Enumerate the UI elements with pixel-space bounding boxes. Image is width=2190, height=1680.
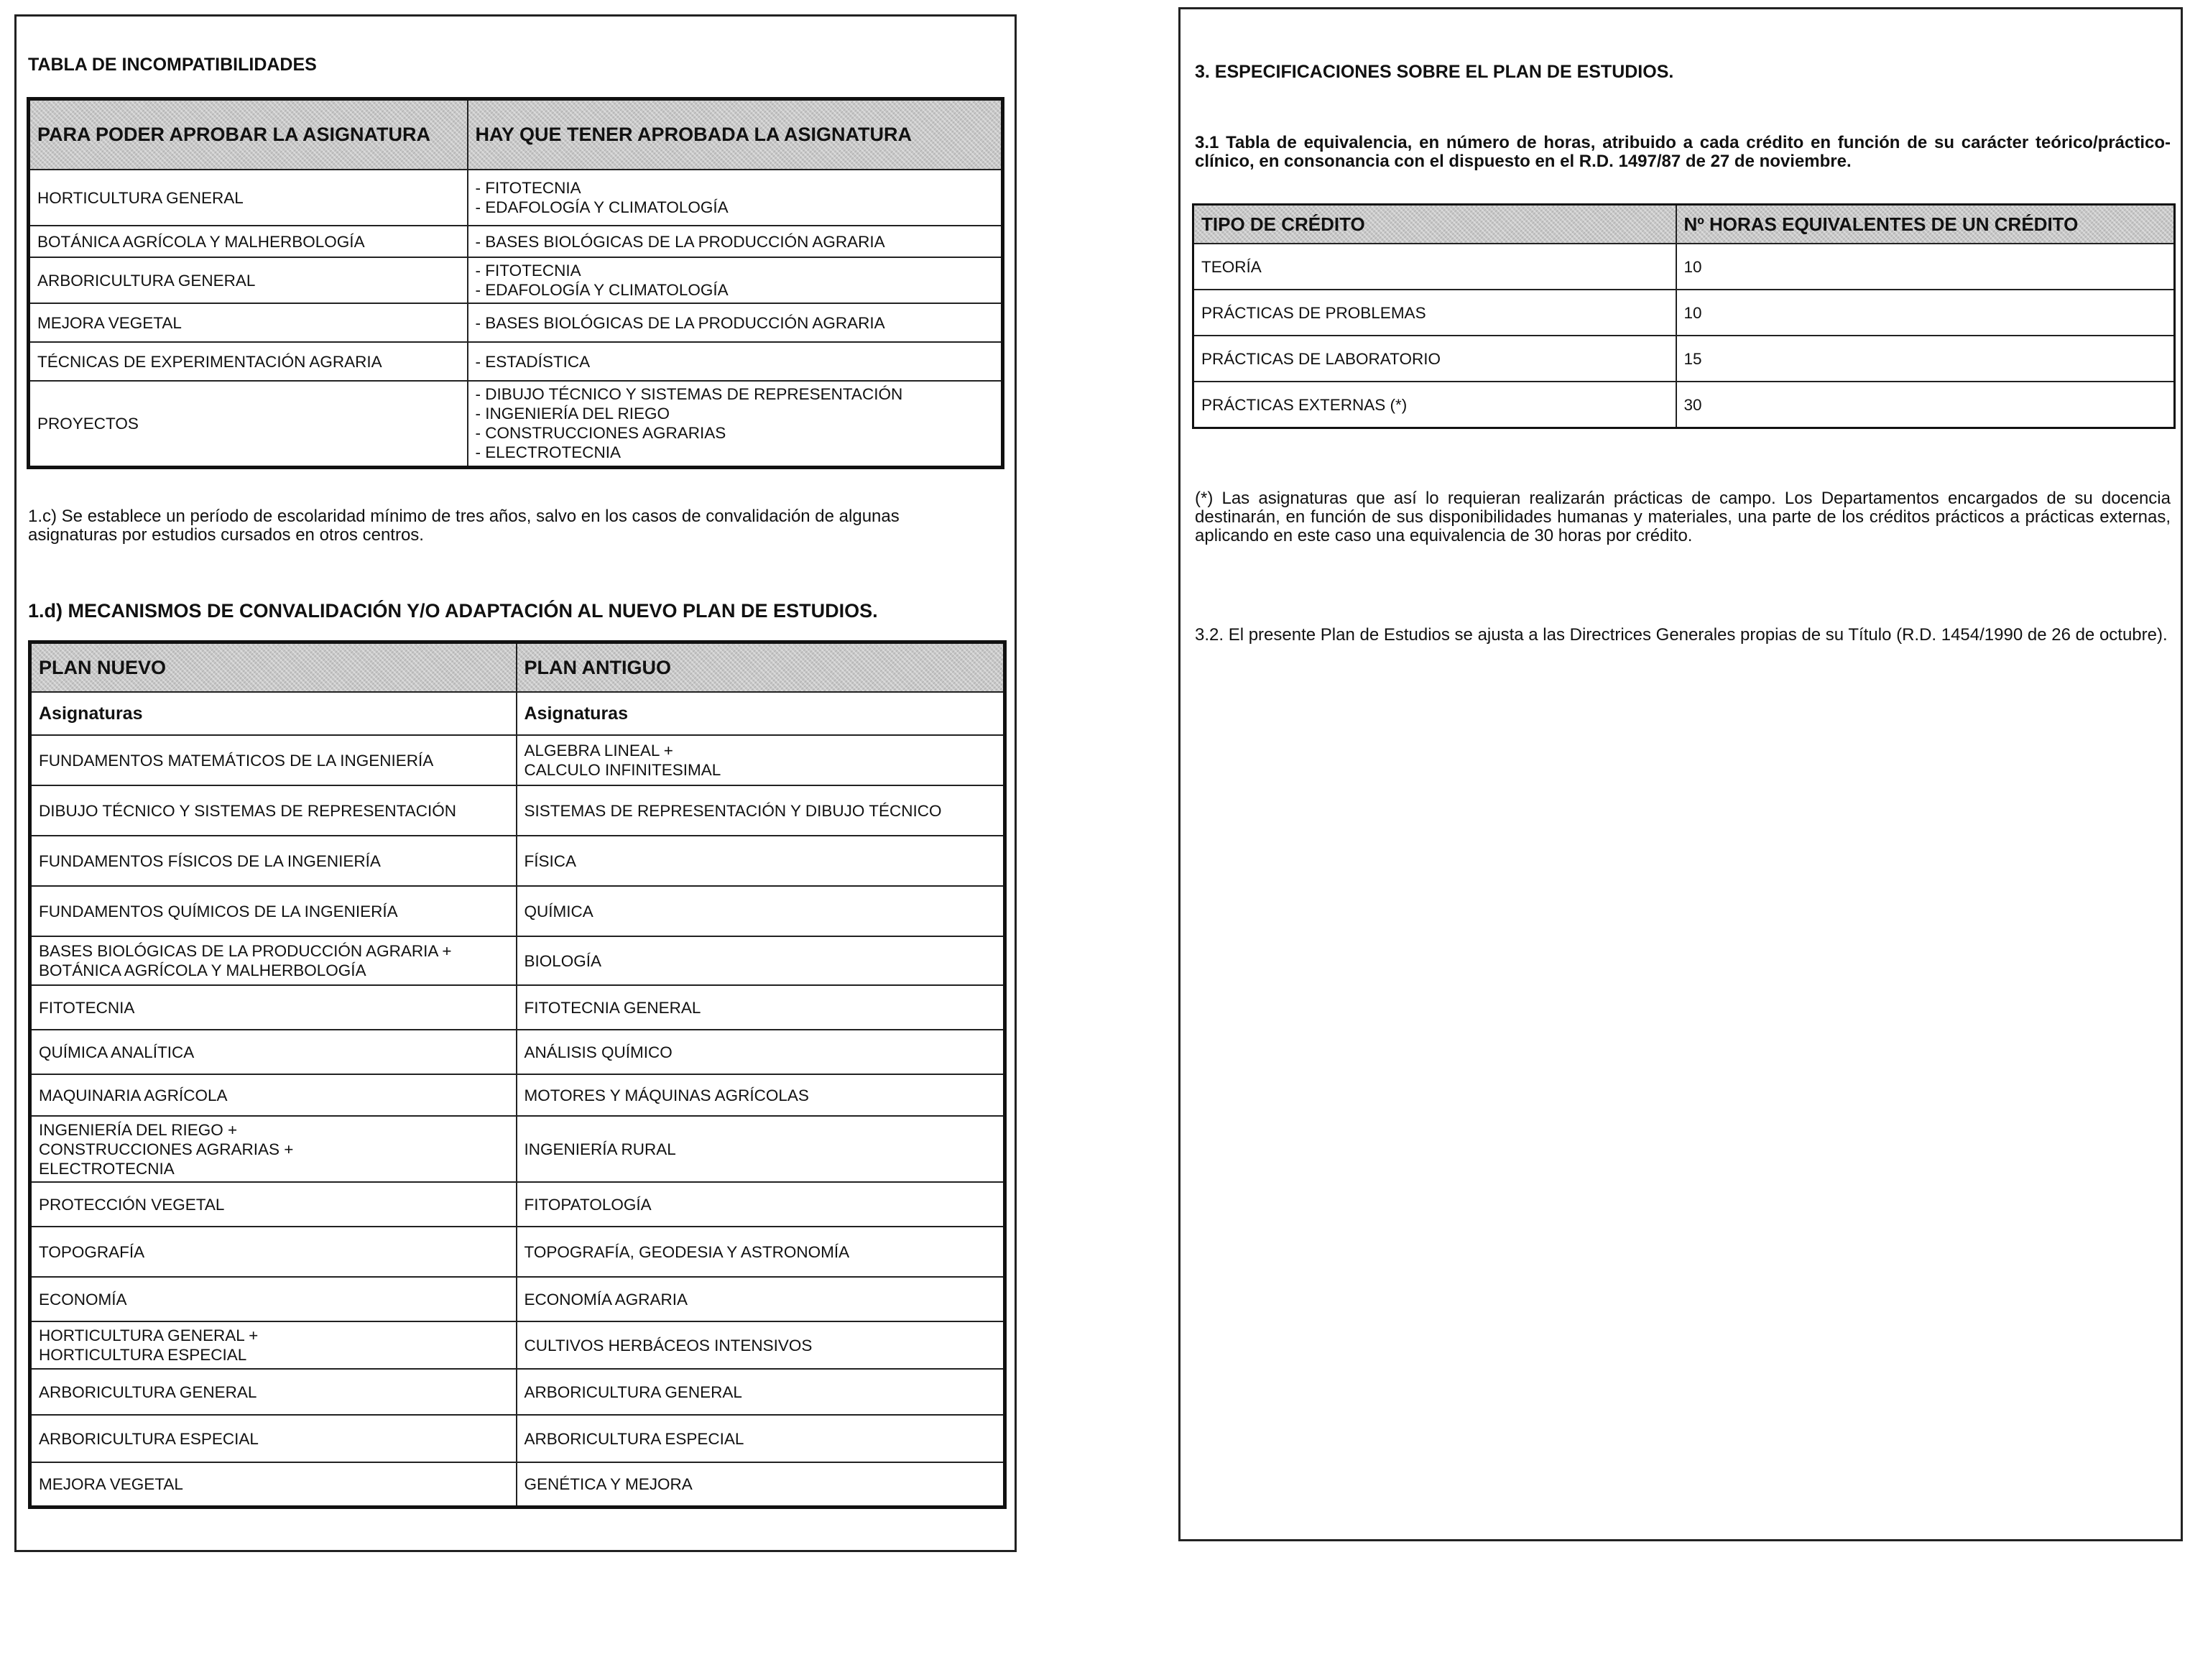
table-row xyxy=(1193,290,2175,336)
column-header: PLAN NUEVO xyxy=(30,642,517,693)
new-plan-cell: FUNDAMENTOS MATEMÁTICOS DE LA INGENIERÍA xyxy=(30,735,517,785)
table-row xyxy=(30,1277,1005,1321)
new-plan-cell: DIBUJO TÉCNICO Y SISTEMAS DE REPRESENTACIÓN xyxy=(30,785,517,836)
new-plan-cell: FUNDAMENTOS FÍSICOS DE LA INGENIERÍA xyxy=(30,836,517,886)
table-row xyxy=(30,1074,1005,1116)
old-plan-cell: TOPOGRAFÍA, GEODESIA Y ASTRONOMÍA xyxy=(517,1227,1005,1277)
requirement-cell: - BASES BIOLÓGICAS DE LA PRODUCCIÓN AGRARIA xyxy=(468,303,1003,342)
credit-equivalence-table xyxy=(1192,203,2176,429)
table-row xyxy=(30,886,1005,936)
new-plan-cell: HORTICULTURA GENERAL + HORTICULTURA ESPECIAL xyxy=(30,1321,517,1369)
table-row xyxy=(30,936,1005,985)
credit-type-cell: PRÁCTICAS DE LABORATORIO xyxy=(1193,336,1676,382)
table-row xyxy=(1193,244,2175,290)
subject-cell: BOTÁNICA AGRÍCOLA Y MALHERBOLOGÍA xyxy=(29,226,468,257)
column-header: TIPO DE CRÉDITO xyxy=(1193,205,1676,244)
new-plan-cell: MEJORA VEGETAL xyxy=(30,1462,517,1507)
old-plan-cell: FITOTECNIA GENERAL xyxy=(517,985,1005,1030)
new-plan-cell: ARBORICULTURA ESPECIAL xyxy=(30,1415,517,1462)
table-row xyxy=(30,1182,1005,1227)
credit-type-cell: PRÁCTICAS EXTERNAS (*) xyxy=(1193,382,1676,428)
table-header-row xyxy=(30,642,1005,693)
incompatibilities-title: TABLA DE INCOMPATIBILIDADES xyxy=(28,55,317,75)
old-plan-cell: FITOPATOLOGÍA xyxy=(517,1182,1005,1227)
paragraph-3-1: 3.1 Tabla de equivalencia, en número de horas, atribuido a cada crédito en función de su carácter teórico/práctico-clínico, en consonancia con el dispuesto en el R.D. 1497/87 de 27 de noviembre. xyxy=(1195,133,2171,171)
table-row xyxy=(30,1116,1005,1182)
table-row xyxy=(30,735,1005,785)
new-plan-cell: INGENIERÍA DEL RIEGO + CONSTRUCCIONES AGRARIAS + ELECTROTECNIA xyxy=(30,1116,517,1182)
new-plan-cell: PROTECCIÓN VEGETAL xyxy=(30,1182,517,1227)
hours-cell: 10 xyxy=(1676,244,2175,290)
old-plan-cell: BIOLOGÍA xyxy=(517,936,1005,985)
table-header-row xyxy=(29,99,1003,170)
old-plan-cell: FÍSICA xyxy=(517,836,1005,886)
table-row xyxy=(30,785,1005,836)
column-header: PARA PODER APROBAR LA ASIGNATURA xyxy=(29,99,468,170)
left-page xyxy=(14,14,1017,1552)
table-row xyxy=(29,226,1003,257)
right-page xyxy=(1178,7,2183,1541)
incompatibilities-table xyxy=(27,97,1004,469)
credit-type-cell: PRÁCTICAS DE PROBLEMAS xyxy=(1193,290,1676,336)
table-row xyxy=(30,1030,1005,1074)
table-row xyxy=(29,170,1003,226)
subheader-cell: Asignaturas xyxy=(517,692,1005,735)
table-row xyxy=(29,257,1003,303)
table-row xyxy=(30,1227,1005,1277)
requirement-cell: - ESTADÍSTICA xyxy=(468,342,1003,381)
table-row xyxy=(1193,382,2175,428)
old-plan-cell: SISTEMAS DE REPRESENTACIÓN Y DIBUJO TÉCNICO xyxy=(517,785,1005,836)
column-header: PLAN ANTIGUO xyxy=(517,642,1005,693)
new-plan-cell: ECONOMÍA xyxy=(30,1277,517,1321)
table-row xyxy=(30,1415,1005,1462)
new-plan-cell: FITOTECNIA xyxy=(30,985,517,1030)
paragraph-1c: 1.c) Se establece un período de escolaridad mínimo de tres años, salvo en los casos de convalidación de algunas asignaturas por estudios cursados en otros centros. xyxy=(28,507,900,545)
table-row xyxy=(29,342,1003,381)
subject-cell: MEJORA VEGETAL xyxy=(29,303,468,342)
old-plan-cell: QUÍMICA xyxy=(517,886,1005,936)
old-plan-cell: ALGEBRA LINEAL + CALCULO INFINITESIMAL xyxy=(517,735,1005,785)
convalidation-table xyxy=(28,640,1007,1509)
table-row xyxy=(30,1462,1005,1507)
new-plan-cell: ARBORICULTURA GENERAL xyxy=(30,1369,517,1415)
new-plan-cell: TOPOGRAFÍA xyxy=(30,1227,517,1277)
heading-1d: 1.d) MECANISMOS DE CONVALIDACIÓN Y/O ADAPTACIÓN AL NUEVO PLAN DE ESTUDIOS. xyxy=(28,600,878,622)
table-subheader-row xyxy=(30,692,1005,735)
table-row xyxy=(30,836,1005,886)
paragraph-3-2: 3.2. El presente Plan de Estudios se ajusta a las Directrices Generales propias de su Título (R.D. 1454/1990 de 26 de octubre). xyxy=(1195,625,2168,645)
old-plan-cell: ARBORICULTURA GENERAL xyxy=(517,1369,1005,1415)
new-plan-cell: BASES BIOLÓGICAS DE LA PRODUCCIÓN AGRARIA + BOTÁNICA AGRÍCOLA Y MALHERBOLOGÍA xyxy=(30,936,517,985)
requirement-cell: - FITOTECNIA - EDAFOLOGÍA Y CLIMATOLOGÍA xyxy=(468,170,1003,226)
old-plan-cell: ARBORICULTURA ESPECIAL xyxy=(517,1415,1005,1462)
table-row xyxy=(30,1369,1005,1415)
subject-cell: TÉCNICAS DE EXPERIMENTACIÓN AGRARIA xyxy=(29,342,468,381)
table-header-row xyxy=(1193,205,2175,244)
hours-cell: 30 xyxy=(1676,382,2175,428)
heading-3: 3. ESPECIFICACIONES SOBRE EL PLAN DE ESTUDIOS. xyxy=(1195,62,1674,82)
hours-cell: 15 xyxy=(1676,336,2175,382)
old-plan-cell: MOTORES Y MÁQUINAS AGRÍCOLAS xyxy=(517,1074,1005,1116)
requirement-cell: - FITOTECNIA - EDAFOLOGÍA Y CLIMATOLOGÍA xyxy=(468,257,1003,303)
new-plan-cell: FUNDAMENTOS QUÍMICOS DE LA INGENIERÍA xyxy=(30,886,517,936)
table-row xyxy=(1193,336,2175,382)
new-plan-cell: QUÍMICA ANALÍTICA xyxy=(30,1030,517,1074)
old-plan-cell: ECONOMÍA AGRARIA xyxy=(517,1277,1005,1321)
credit-type-cell: TEORÍA xyxy=(1193,244,1676,290)
hours-cell: 10 xyxy=(1676,290,2175,336)
subheader-cell: Asignaturas xyxy=(30,692,517,735)
table-row xyxy=(29,303,1003,342)
old-plan-cell: CULTIVOS HERBÁCEOS INTENSIVOS xyxy=(517,1321,1005,1369)
new-plan-cell: MAQUINARIA AGRÍCOLA xyxy=(30,1074,517,1116)
subject-cell: ARBORICULTURA GENERAL xyxy=(29,257,468,303)
table-row xyxy=(30,985,1005,1030)
requirement-cell: - BASES BIOLÓGICAS DE LA PRODUCCIÓN AGRARIA xyxy=(468,226,1003,257)
column-header: HAY QUE TENER APROBADA LA ASIGNATURA xyxy=(468,99,1003,170)
column-header: Nº HORAS EQUIVALENTES DE UN CRÉDITO xyxy=(1676,205,2175,244)
footnote-paragraph: (*) Las asignaturas que así lo requieran realizarán prácticas de campo. Los Departamentos encargados de su docencia destinarán, en función de sus disponibilidades humanas y materiales, una parte de los créditos prácticos a prácticas externas, aplicando en este caso una equivalencia de 30 horas por crédito. xyxy=(1195,489,2171,545)
old-plan-cell: ANÁLISIS QUÍMICO xyxy=(517,1030,1005,1074)
requirement-cell: - DIBUJO TÉCNICO Y SISTEMAS DE REPRESENTACIÓN - INGENIERÍA DEL RIEGO - CONSTRUCCIONES AGRARIAS - ELECTROTECNIA xyxy=(468,381,1003,467)
old-plan-cell: GENÉTICA Y MEJORA xyxy=(517,1462,1005,1507)
table-row xyxy=(29,381,1003,467)
table-row xyxy=(30,1321,1005,1369)
subject-cell: HORTICULTURA GENERAL xyxy=(29,170,468,226)
old-plan-cell: INGENIERÍA RURAL xyxy=(517,1116,1005,1182)
subject-cell: PROYECTOS xyxy=(29,381,468,467)
